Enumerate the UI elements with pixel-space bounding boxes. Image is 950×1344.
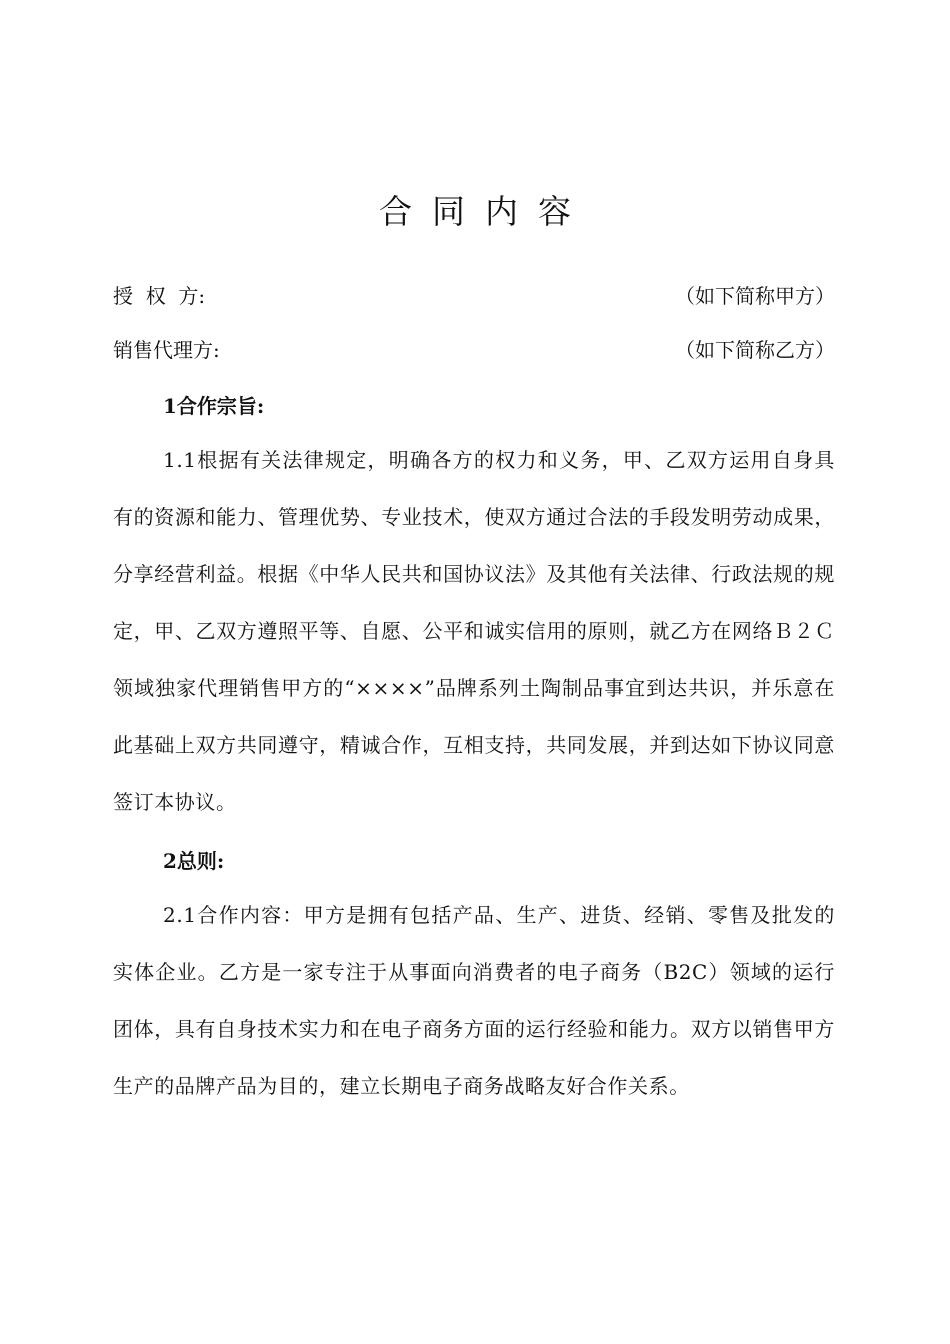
- party-label-agent: 销售代理方:: [113, 338, 220, 362]
- section-heading-general: 2总则:: [163, 849, 225, 873]
- section-paragraph-purpose: 1.1根据有关法律规定，明确各方的权力和义务，甲、乙双方运用自身具有的资源和能力、管理优势、专业技术，使双方通过合法的手段发明劳动成果，分享经营利益。根据《中华人民共和国协议法》及其他有关法律、行政法规的规定，甲、乙双方遵照平等、自愿、公平和诚实信用的原则，就乙方在网络Ｂ２Ｃ领域独家代理销售甲方的“××××”品牌系列土陶制品事宜到达共识，并乐意在此基础上双方共同遵守，精诚合作，互相支持，共同发展，并到达如下协议同意签订本协议。: [113, 448, 835, 814]
- section-paragraph-general: 2.1合作内容：甲方是拥有包括产品、生产、进货、经销、零售及批发的实体企业。乙方是一家专注于从事面向消费者的电子商务（B2C）领域的运行团体，具有自身技术实力和在电子商务方面的运行经验和能力。双方以销售甲方生产的品牌产品为目的，建立长期电子商务战略友好合作关系。: [113, 903, 835, 1098]
- page-title: 合同内容: [379, 192, 591, 231]
- section-heading-purpose: 1合作宗旨:: [163, 394, 265, 418]
- party-note-agent: （如下简称乙方）: [675, 338, 835, 362]
- party-label-licensor: 授 权 方:: [113, 284, 206, 308]
- party-note-licensor: （如下简称甲方）: [675, 284, 835, 308]
